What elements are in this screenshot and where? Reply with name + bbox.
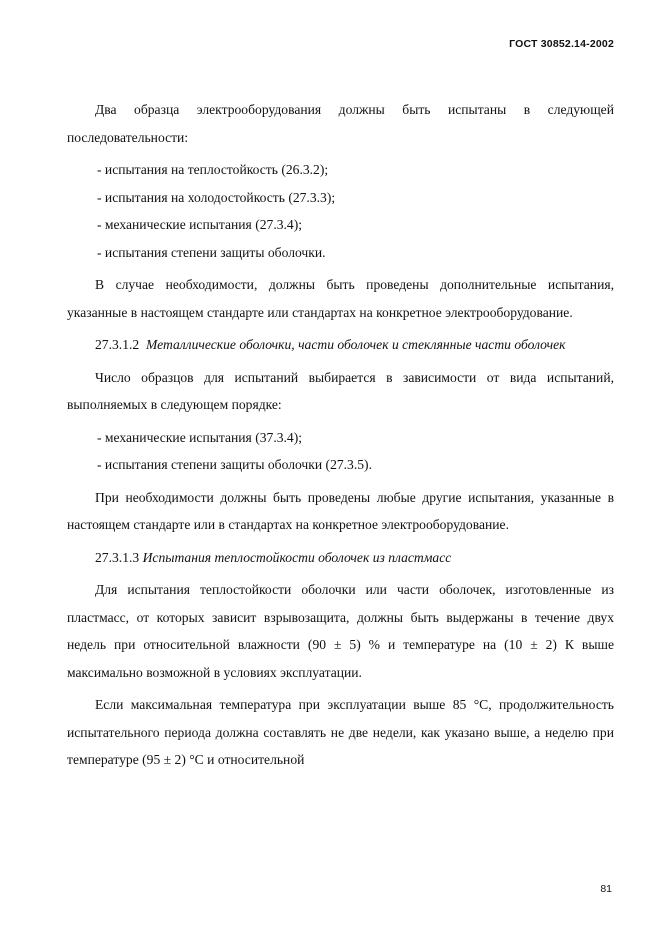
paragraph-other-tests: При необходимости должны быть проведены любые другие испытания, указанные в настоящем стандарте или в стандартах на конкретное электрооборудование. — [67, 489, 614, 532]
list-item: - механические испытания (37.3.4); — [97, 429, 303, 445]
list-item: - испытания на теплостойкость (26.3.2); — [97, 162, 329, 177]
list-item: - испытания степени защиты оболочки. — [97, 244, 326, 260]
document-body — [67, 96, 614, 774]
paragraph-intro: Два образца электрооборудования должны быть испытаны в следующей последовательности: — [67, 102, 614, 145]
paragraph-max-temperature: Если максимальная температура при эксплуатации выше 85 °С, продолжительность испытательного периода должна составлять не две недели, как указано выше, а неделю при температуре (95 ± 2) °С и относительной — [67, 697, 614, 767]
section-heading-27-3-1-3 — [67, 544, 614, 572]
list-item: - испытания степени защиты оболочки (27.3.5). — [97, 457, 372, 472]
list-item: - механические испытания (27.3.4); — [97, 217, 303, 232]
list-item: - испытания на холодостойкость (27.3.3); — [97, 189, 336, 205]
section-heading-27-3-1-2 — [67, 331, 614, 359]
standard-header: ГОСТ 30852.14-2002 — [509, 38, 614, 50]
paragraph-sample-count: Число образцов для испытаний выбирается в зависимости от вида испытаний, выполняемых в следующем порядке: — [67, 369, 614, 412]
section-number: 27.3.1.3 — [95, 549, 140, 565]
section-number: 27.3.1.2 — [95, 337, 140, 352]
section-title: Испытания теплостойкости оболочек из пластмасс — [142, 549, 452, 565]
page-number: 81 — [600, 883, 612, 895]
paragraph-heat-resistance: Для испытания теплостойкости оболочки или части оболочек, изготовленные из пластмасс, от которых зависит взрывозащита, должны быть выдержаны в течение двух недель при относительной влажности (90 ± 5) % и температуре на (10 ± 2) К выше максимально возможной в условиях эксплуатации. — [67, 582, 614, 680]
section-title: Металлические оболочки, части оболочек и стеклянные части оболочек — [145, 337, 566, 352]
paragraph-additional-tests: В случае необходимости, должны быть проведены дополнительные испытания, указанные в настоящем стандарте или стандартах на конкретное электрооборудование. — [67, 277, 614, 320]
